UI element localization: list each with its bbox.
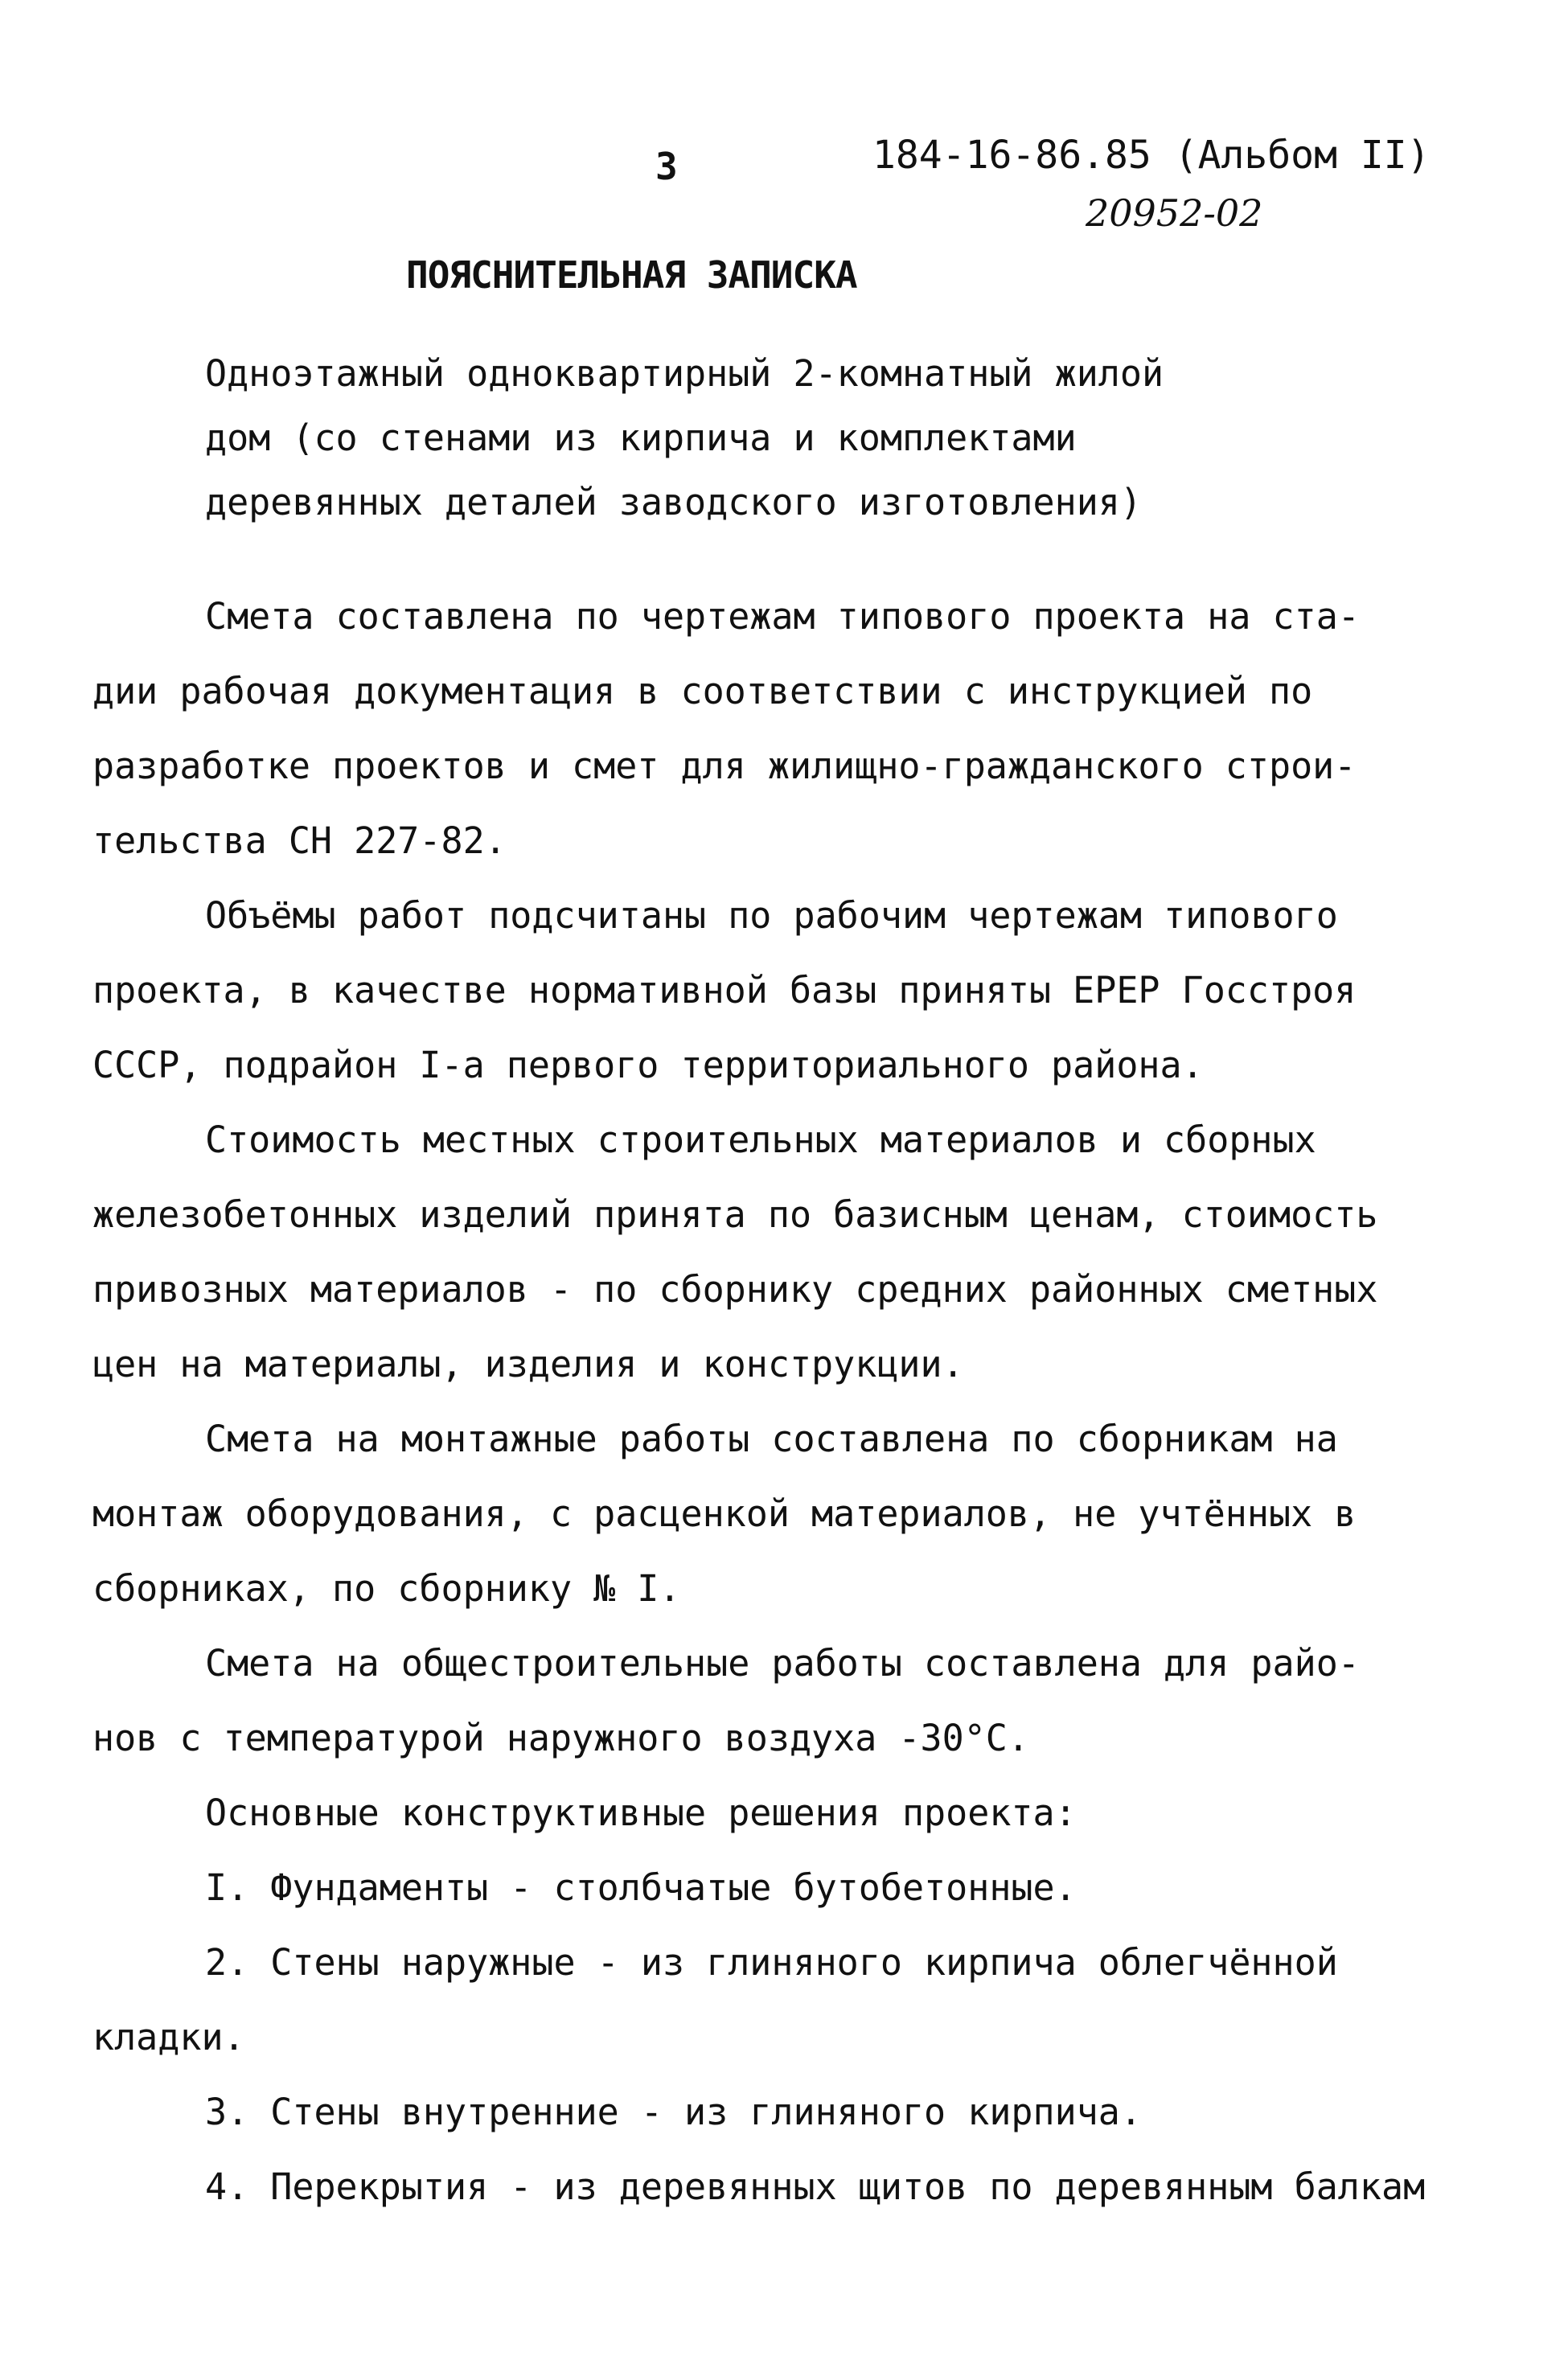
text-line: Стоимость местных строительных материалов и сборных <box>205 1118 1316 1161</box>
page-number: 3 <box>655 145 678 188</box>
text-line: сборниках, по сборнику № I. <box>92 1567 681 1610</box>
text-line: нов с температурой наружного воздуха -30°С. <box>92 1717 1029 1759</box>
document-title: ПОЯСНИТЕЛЬНАЯ ЗАПИСКА <box>406 253 857 297</box>
text-line: цен на материалы, изделия и конструкции. <box>92 1343 964 1385</box>
text-line: Объёмы работ подсчитаны по рабочим чертежам типового <box>205 894 1338 937</box>
text-line: монтаж оборудования, с расценкой материалов, не учтённых в <box>92 1492 1357 1535</box>
subtitle-line: дом (со стенами из кирпича и комплектами <box>205 417 1077 459</box>
project-subtitle <box>205 342 1164 535</box>
text-line: Смета на монтажные работы составлена по сборникам на <box>205 1418 1338 1460</box>
text-line: привозных материалов - по сборнику средних районных сметных <box>92 1268 1378 1311</box>
text-line: тельства СН 227-82. <box>92 819 507 862</box>
handwritten-number: 20952-02 <box>1086 191 1263 235</box>
text-line: 3. Стены внутренние - из глиняного кирпича. <box>205 2091 1142 2133</box>
text-line: разработке проектов и смет для жилищно-гражданского строи- <box>92 745 1357 787</box>
document-code: 184-16-86.85 (Альбом II) <box>872 133 1430 178</box>
text-line: кладки. <box>92 2016 245 2058</box>
text-line: дии рабочая документация в соответствии с инструкцией по <box>92 670 1313 712</box>
text-line: 2. Стены наружные - из глиняного кирпича облегчённой <box>205 1941 1338 1984</box>
text-line: железобетонных изделий принята по базисным ценам, стоимость <box>92 1193 1378 1236</box>
text-line: 4. Перекрытия - из деревянных щитов по деревянным балкам <box>205 2165 1426 2208</box>
text-line: Смета на общестроительные работы составлена для райо- <box>205 1642 1360 1685</box>
text-line: Основные конструктивные решения проекта: <box>205 1792 1077 1834</box>
text-line: СССР, подрайон I-а первого территориального района. <box>92 1044 1204 1086</box>
text-line: I. Фундаменты - столбчатые бутобетонные. <box>205 1866 1077 1909</box>
subtitle-line: деревянных деталей заводского изготовления) <box>205 481 1142 523</box>
text-line: Смета составлена по чертежам типового проекта на ста- <box>205 595 1360 638</box>
text-line: проекта, в качестве нормативной базы приняты ЕРЕР Госстроя <box>92 969 1357 1012</box>
subtitle-line: Одноэтажный одноквартирный 2-комнатный жилой <box>205 352 1164 395</box>
